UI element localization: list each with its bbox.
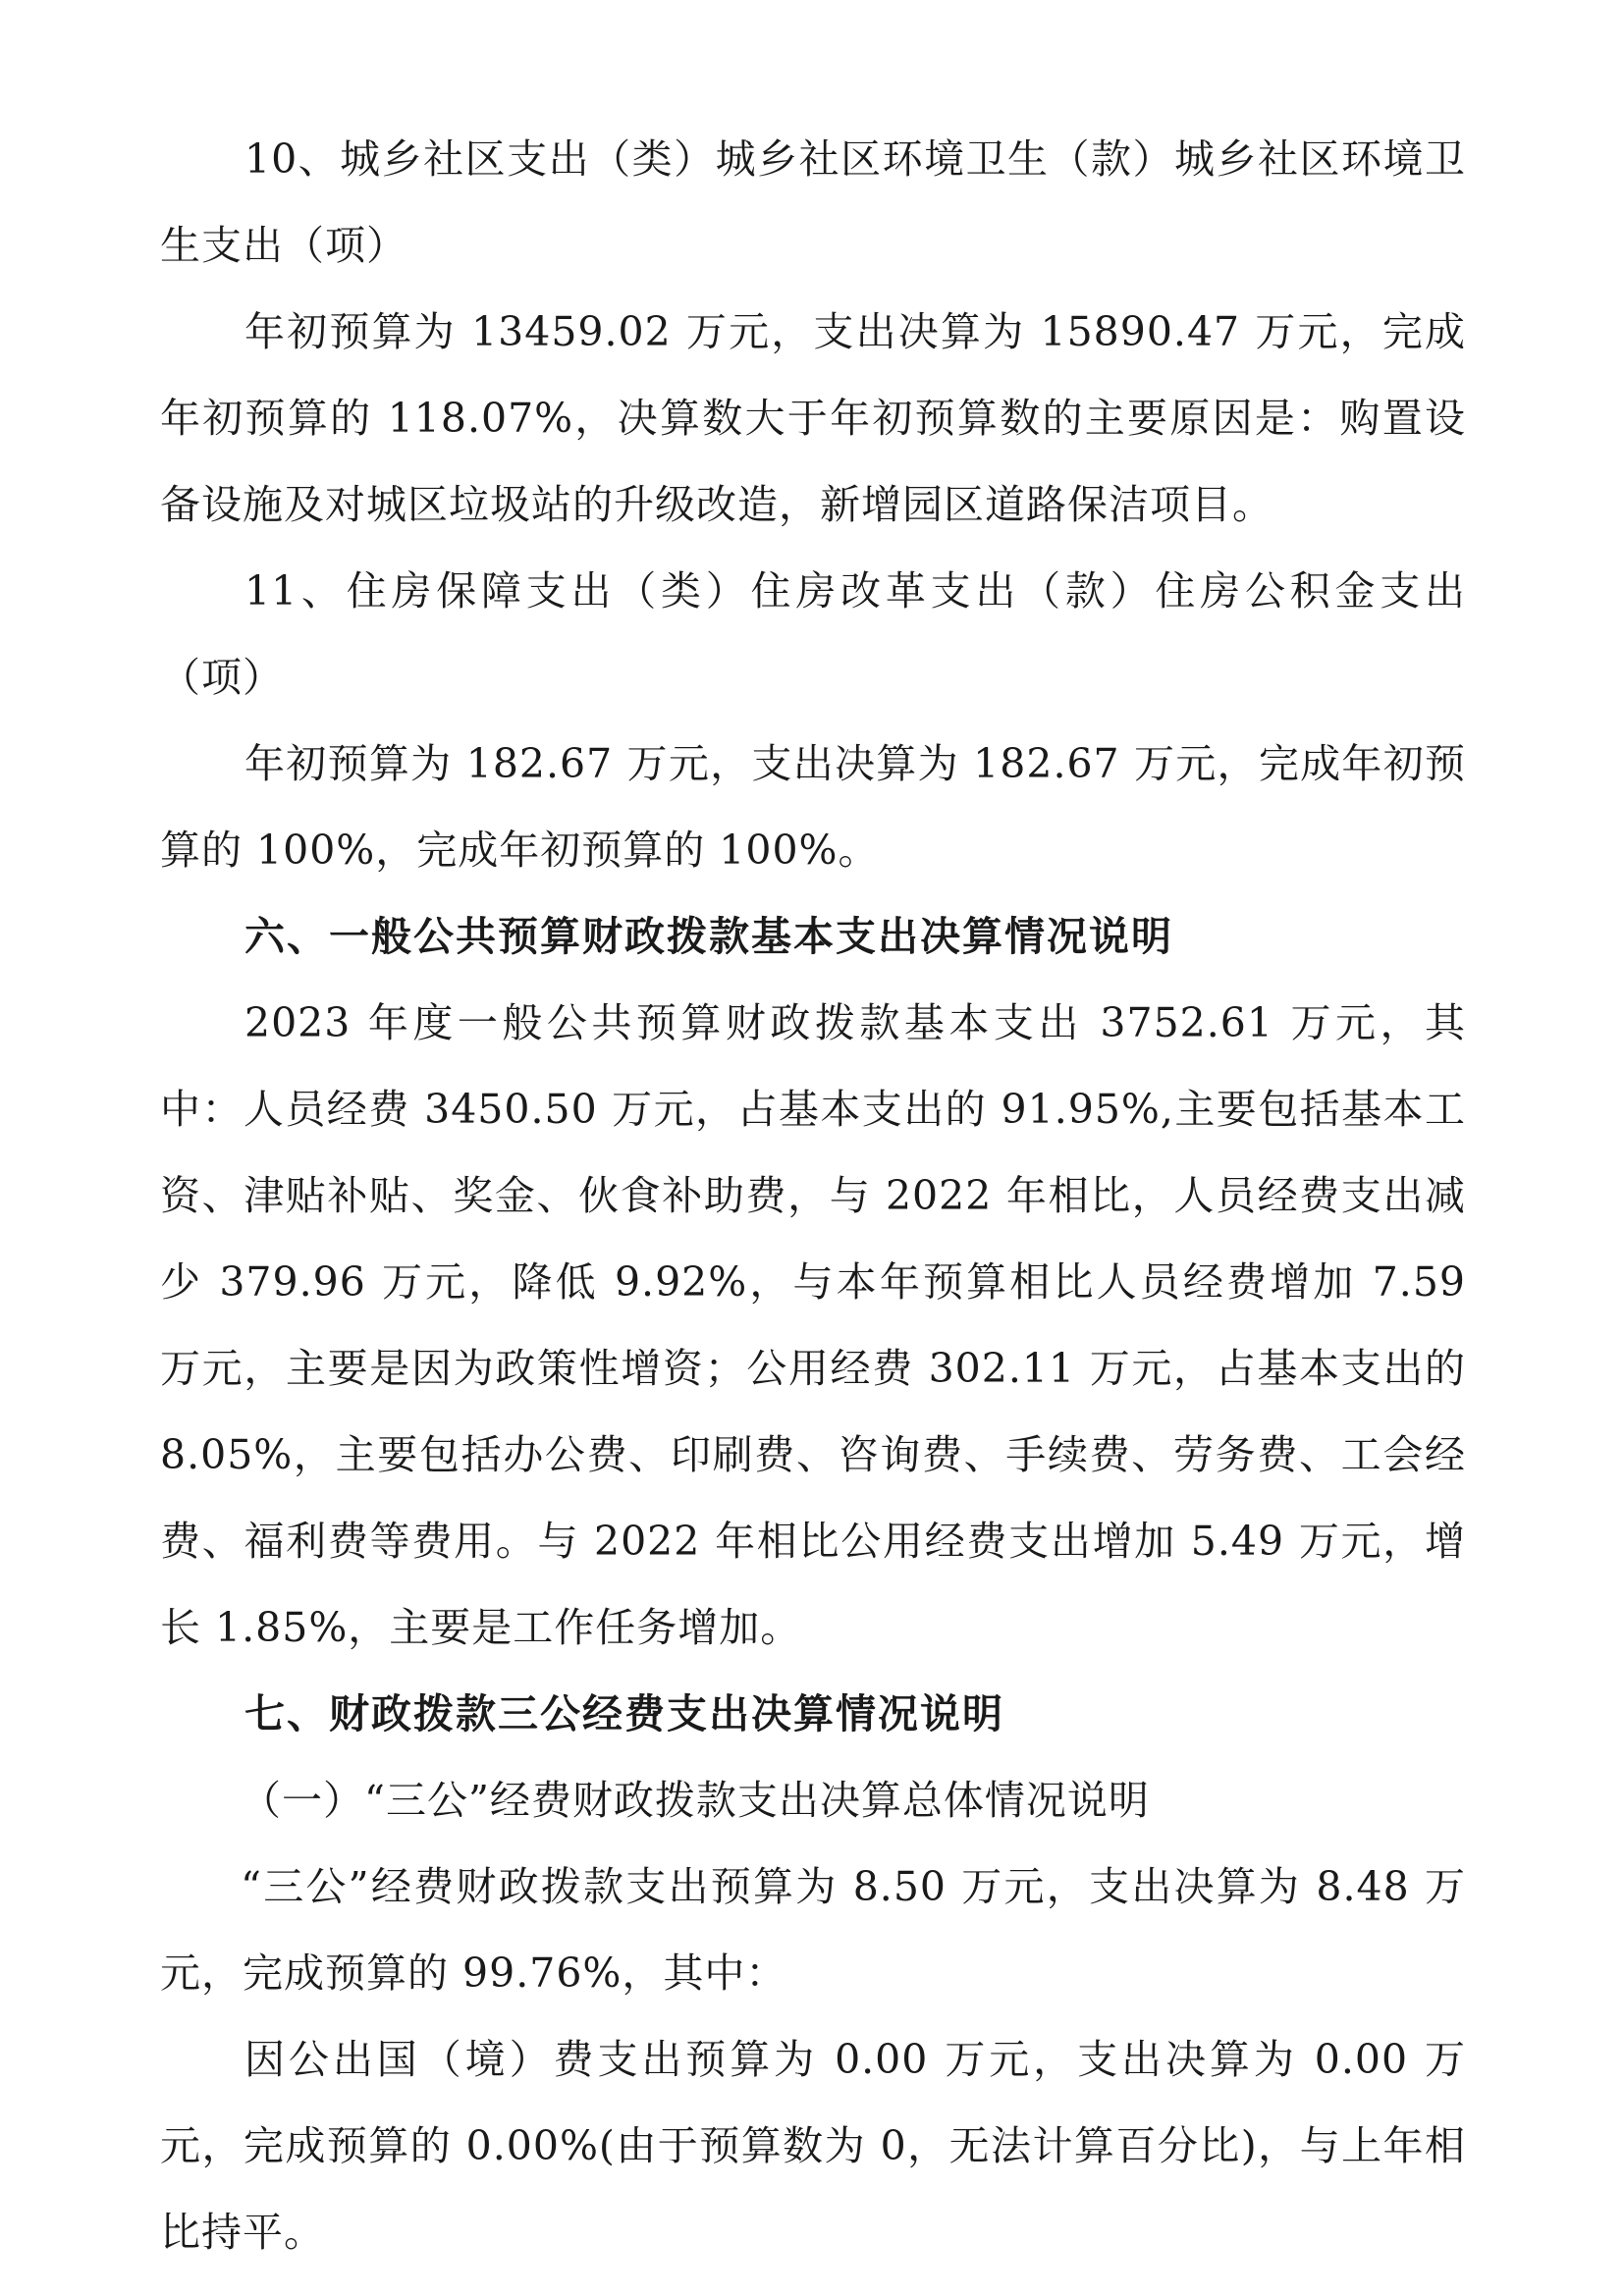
item-11-title: 11、住房保障支出（类）住房改革支出（款）住房公积金支出（项） [160, 567, 1466, 701]
section-7-heading: 七、财政拨款三公经费支出决算情况说明 [244, 1690, 1004, 1737]
document-page [160, 116, 1466, 2275]
item-10-title: 10、城乡社区支出（类）城乡社区环境卫生（款）城乡社区环境卫生支出（项） [160, 135, 1466, 269]
section-6-heading: 六、一般公共预算财政拨款基本支出决算情况说明 [244, 913, 1173, 960]
item-11-body: 年初预算为 182.67 万元，支出决算为 182.67 万元，完成年初预算的 100%，完成年初预算的 100%。 [160, 740, 1466, 874]
section-7-1-subheading: （一）“三公”经费财政拨款支出决算总体情况说明 [241, 1777, 1150, 1824]
item-10-body: 年初预算为 13459.02 万元，支出决算为 15890.47 万元，完成年初预算的 118.07%，决算数大于年初预算数的主要原因是：购置设备设施及对城区垃圾站的升级改造，新增园区道路保洁项目。 [160, 308, 1466, 528]
section-6-body: 2023 年度一般公共预算财政拨款基本支出 3752.61 万元，其中：人员经费 3450.50 万元，占基本支出的 91.95%,主要包括基本工资、津贴补贴、奖金、伙食补助费，与 2022 年相比，人员经费支出减少 379.96 万元，降低 9.92%，与本年预算相比人员经费增加 7.59 万元，主要是因为政策性增资；公用经费 302.11 万元，占基本支出的 8.05%，主要包括办公费、印刷费、咨询费、手续费、劳务费、工会经费、福利费等费用。与 2022 年相比公用经费支出增加 5.49 万元，增长 1.85%，主要是工作任务增加。 [160, 999, 1466, 1651]
three-public-expenses-summary: “三公”经费财政拨款支出预算为 8.50 万元，支出决算为 8.48 万元，完成预算的 99.76%，其中： [160, 1863, 1466, 1997]
overseas-travel-expense-body: 因公出国（境）费支出预算为 0.00 万元，支出决算为 0.00 万元，完成预算的 0.00%(由于预算数为 0，无法计算百分比)，与上年相比持平。 [160, 2036, 1466, 2256]
